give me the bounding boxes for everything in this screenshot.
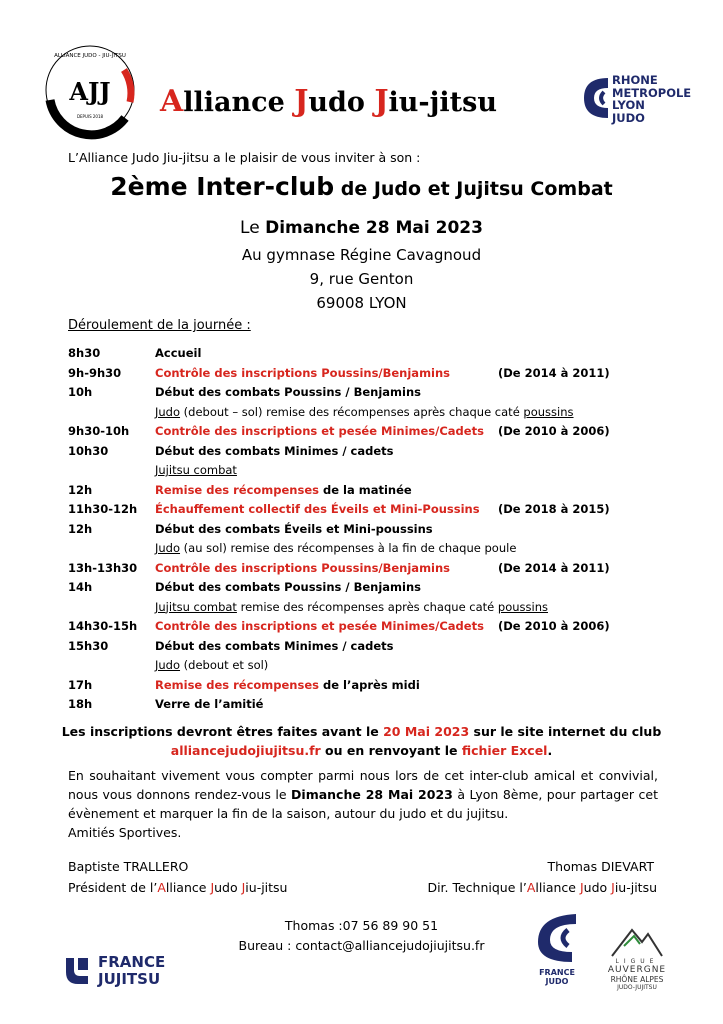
schedule-row bbox=[68, 424, 628, 443]
schedule-note: Jujitsu combat remise des récompenses après chaque caté poussins bbox=[155, 599, 548, 614]
club-logo-graphic bbox=[40, 40, 140, 140]
metropole-line-1: RHONE bbox=[612, 73, 658, 87]
rhone-metropole-logo bbox=[578, 72, 692, 127]
schedule-description: Début des combats Minimes / cadets bbox=[155, 638, 394, 653]
left-signatory-role: Président de l’Alliance Judo Jiu-jitsu bbox=[68, 880, 288, 895]
club-logo-arc-text: ALLIANCE JUDO - JIU-JITSU bbox=[54, 53, 126, 59]
club-logo-monogram: AJJ bbox=[69, 77, 111, 106]
schedule-time: 14h30-15h bbox=[68, 619, 138, 633]
schedule-time: 18h bbox=[68, 697, 93, 711]
schedule-note: Judo (au sol) remise des récompenses à la fin de chaque poule bbox=[155, 541, 517, 555]
right-signatory-name: Thomas DIEVART bbox=[547, 859, 654, 874]
intro-text: L’Alliance Judo Jiu-jitsu a le plaisir de vous inviter à son : bbox=[68, 150, 421, 165]
schedule-row bbox=[68, 366, 628, 385]
schedule-birth-years: (De 2010 à 2006) bbox=[498, 424, 610, 438]
schedule-description: Remise des récompenses de l’après midi bbox=[155, 677, 420, 692]
schedule-time: 12h bbox=[68, 521, 93, 536]
schedule-note: Judo (debout et sol) bbox=[155, 658, 269, 672]
schedule-row bbox=[68, 522, 628, 541]
schedule-row bbox=[68, 619, 628, 638]
ligue-top: LIGUE bbox=[615, 958, 659, 965]
schedule-birth-years: (De 2010 à 2006) bbox=[498, 619, 610, 633]
right-signatory-role: Dir. Technique l’Alliance Judo Jiu-jitsu bbox=[427, 880, 657, 895]
schedule-row bbox=[68, 541, 628, 560]
schedule-row bbox=[68, 678, 628, 697]
schedule-time: 12h bbox=[68, 482, 93, 497]
schedule-note: Judo (debout – sol) remise des récompenses après chaque caté poussins bbox=[155, 404, 574, 419]
contact-email[interactable]: Bureau : contact@alliancejudojiujitsu.fr bbox=[238, 938, 485, 953]
club-logo bbox=[40, 40, 140, 140]
schedule-description: Contrôle des inscriptions et pesée Minimes/Cadets bbox=[155, 424, 484, 438]
schedule-row bbox=[68, 561, 628, 580]
schedule-row bbox=[68, 346, 628, 365]
ligue-line-2: RHÔNE ALPES bbox=[610, 975, 664, 984]
schedule-description: Accueil bbox=[155, 346, 202, 360]
registration-notice-line-1: Les inscriptions devront êtres faites avant le 20 Mai 2023 sur le site internet du club bbox=[61, 724, 662, 739]
schedule-time: 15h30 bbox=[68, 638, 109, 653]
france-jujitsu-line-2: JUJITSU bbox=[98, 970, 161, 988]
ligue-mountain-icon bbox=[610, 924, 664, 958]
france-jujitsu-line-1: FRANCE bbox=[98, 953, 166, 971]
page-title: Alliance Judo Jiu-jitsu bbox=[160, 84, 497, 119]
contact-phone: Thomas :07 56 89 90 51 bbox=[284, 918, 439, 933]
schedule-description: Échauffement collectif des Éveils et Mini-Poussins bbox=[155, 502, 480, 516]
schedule-description: Contrôle des inscriptions Poussins/Benjamins bbox=[155, 560, 451, 575]
schedule-note: Jujitsu combat bbox=[155, 463, 237, 477]
schedule-time: 10h30 bbox=[68, 443, 109, 458]
france-judo-mark bbox=[532, 912, 582, 964]
schedule-description: Contrôle des inscriptions et pesée Minimes/Cadets bbox=[155, 619, 484, 633]
schedule-time: 14h bbox=[68, 580, 93, 594]
schedule-row bbox=[68, 385, 628, 404]
france-judo-logo bbox=[530, 912, 584, 992]
schedule-time: 9h-9h30 bbox=[68, 365, 122, 380]
schedule-description: Début des combats Éveils et Mini-poussins bbox=[155, 521, 433, 536]
program-title: Déroulement de la journée : bbox=[68, 318, 251, 333]
club-website-link[interactable]: alliancejudojiujitsu.fr bbox=[170, 743, 321, 758]
schedule-description: Contrôle des inscriptions Poussins/Benjamins bbox=[155, 365, 451, 380]
schedule-time: 13h-13h30 bbox=[68, 560, 138, 575]
address-line-1: Au gymnase Régine Cavagnoud bbox=[241, 246, 482, 264]
schedule-row bbox=[68, 502, 628, 521]
france-jujitsu-mark bbox=[62, 954, 92, 988]
metropole-line-2: METROPOLE bbox=[612, 85, 692, 100]
schedule-row bbox=[68, 483, 628, 502]
schedule-row bbox=[68, 697, 628, 716]
metropole-line-3: LYON bbox=[612, 98, 645, 112]
schedule-birth-years: (De 2018 à 2015) bbox=[498, 502, 610, 516]
address-line-2: 9, rue Genton bbox=[309, 270, 414, 288]
closing-paragraph: En souhaitant vivement vous compter parmi nous lors de cet inter-club amical et convivial, nous vous donnons rendez-vous le Dimanche 28 Mai 2023 à Lyon 8ème, pour partager cet évènement et marquer la fin de la saison, autour du judo et du jujitsu. Amitiés Sportives. bbox=[68, 768, 658, 840]
schedule-time: 8h30 bbox=[68, 346, 101, 360]
club-logo-since: DEPUIS 2018 bbox=[76, 114, 104, 119]
france-judo-line-2: JUDO bbox=[545, 977, 569, 986]
schedule-time: 11h30-12h bbox=[68, 502, 138, 516]
france-jujitsu-logo bbox=[62, 952, 192, 992]
schedule-row bbox=[68, 600, 628, 619]
schedule-description: Remise des récompenses de la matinée bbox=[155, 482, 412, 497]
schedule-row bbox=[68, 463, 628, 482]
schedule-row bbox=[68, 658, 628, 677]
ligue-line-3: JUDO-JUJITSU bbox=[617, 984, 657, 991]
schedule-row bbox=[68, 580, 628, 599]
ligue-auvergne-logo bbox=[596, 924, 678, 994]
france-judo-line-1: FRANCE bbox=[539, 968, 575, 977]
excel-file-link[interactable]: fichier Excel bbox=[461, 743, 548, 758]
schedule-birth-years: (De 2014 à 2011) bbox=[498, 560, 610, 575]
address-line-3: 69008 LYON bbox=[316, 294, 407, 312]
schedule-time: 17h bbox=[68, 677, 93, 692]
schedule-birth-years: (De 2014 à 2011) bbox=[498, 365, 610, 380]
registration-notice-line-2: alliancejudojiujitsu.fr ou en renvoyant le fichier Excel. bbox=[170, 743, 553, 758]
metropole-line-4: JUDO bbox=[612, 110, 645, 125]
schedule-description: Début des combats Poussins / Benjamins bbox=[155, 580, 421, 594]
schedule-row bbox=[68, 405, 628, 424]
schedule-description: Début des combats Minimes / cadets bbox=[155, 443, 394, 458]
schedule-description: Début des combats Poussins / Benjamins bbox=[155, 385, 421, 399]
metropole-logo-mark bbox=[578, 72, 612, 124]
schedule-row bbox=[68, 639, 628, 658]
event-date: Le Dimanche 28 Mai 2023 bbox=[240, 218, 483, 238]
schedule-row bbox=[68, 444, 628, 463]
left-signatory-name: Baptiste TRALLERO bbox=[68, 859, 189, 874]
schedule-time: 10h bbox=[68, 385, 93, 399]
ligue-line-1: AUVERGNE bbox=[607, 965, 667, 975]
schedule-time: 9h30-10h bbox=[68, 424, 130, 438]
event-heading: 2ème Inter-club de Judo et Jujitsu Combat bbox=[110, 172, 613, 201]
schedule-description: Verre de l’amitié bbox=[155, 697, 264, 711]
